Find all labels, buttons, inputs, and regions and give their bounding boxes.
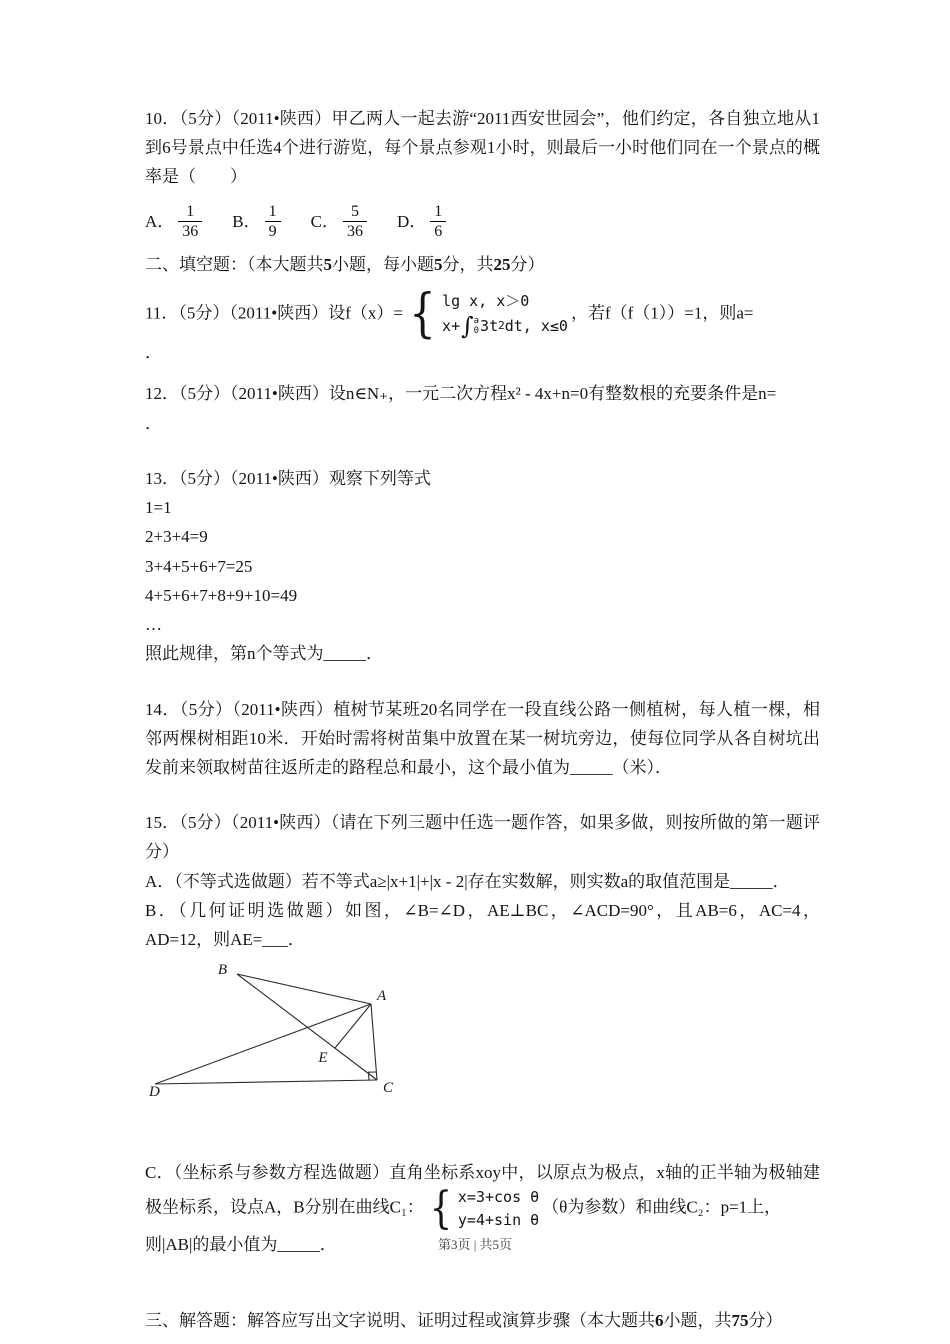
section-2-points-total: 25 [493, 254, 511, 274]
section-2-points-each: 5 [434, 254, 443, 274]
q11-piecewise-function [406, 284, 568, 345]
question-13-equation-1: 1=1 [145, 498, 172, 518]
vertex-label-E: E [318, 1050, 328, 1067]
fraction [178, 202, 202, 241]
parametric-equations [427, 1182, 540, 1234]
question-10-stem: 10．（5分）（2011•陕西）甲乙两人一起去游“2011西安世园会”，他们约定，各自独立地从1到6号景点中任选4个进行游览，每个景点参观1小时，则最后一小时他们同在一个景点的概率是（ ） [145, 109, 820, 187]
fraction [430, 202, 446, 241]
question-11-stem [145, 284, 820, 345]
parametric-x-equation: x=3+cos θ [457, 1187, 540, 1206]
question-14-stem: 14．（5分）（2011•陕西）植树节某班20名同学在一段直线公路一侧植树，每人植一棵，相邻两棵树相距10米．开始时需将树苗集中放置在某一树坑旁边，使每位同学从各自树坑出发前来领取树苗往返所走的路程总和最小，这个最小值为_____（米）． [145, 699, 820, 777]
q11-case-2: x+ ∫ a 0 3t 2 dt, x≤0 [442, 312, 568, 341]
fraction-numerator: 1 [265, 202, 281, 222]
q11-case-1: lg x, x＞0 [442, 291, 530, 310]
vertex-label-A: A [377, 988, 387, 1005]
option-b [232, 202, 280, 241]
section-2-text: 分，共 [442, 254, 494, 274]
line-AC [371, 1004, 377, 1080]
question-13-equation-3: 3+4+5+6+7=25 [145, 556, 253, 576]
fraction-denominator: 36 [346, 223, 363, 241]
section-2-count: 5 [323, 254, 332, 274]
fraction [343, 202, 367, 241]
q11-integrand: 3t [480, 317, 499, 336]
section-3-text: 三、解答题：解答应写出文字说明、证明过程或演算步骤（本大题共 [145, 1310, 655, 1330]
section-3-count: 6 [655, 1310, 664, 1330]
vertex-label-C: C [383, 1080, 394, 1097]
vertex-label-B: B [217, 964, 227, 979]
fraction-denominator: 36 [182, 223, 199, 241]
integral-expression [461, 312, 480, 341]
section-3-text: 分） [748, 1310, 783, 1330]
question-13-ellipsis: … [145, 615, 162, 635]
q11-case-2-prefix: x+ [442, 317, 461, 336]
question-15c-conclusion: 则|AB|的最小值为_____． [145, 1235, 337, 1255]
question-11-text: 11．（5分）（2011•陕西）设f（x）= [145, 303, 403, 323]
option-c-label: C． [310, 212, 339, 232]
fraction-denominator: 9 [268, 223, 277, 241]
parametric-rows [458, 1187, 539, 1231]
line-DC [155, 1080, 377, 1084]
question-15-option-c [145, 1158, 820, 1234]
fraction-numerator: 5 [343, 202, 367, 222]
fraction [265, 202, 281, 241]
question-12-stem: 12．（5分）（2011•陕西）设n∈N₊，一元二次方程x² - 4x+n=0有整数根的充要条件是n= [145, 384, 777, 404]
option-d [397, 202, 446, 241]
fraction-denominator: 6 [434, 223, 443, 241]
vertex-label-D: D [149, 1084, 160, 1101]
section-2-heading [145, 250, 820, 279]
integral-lower-bound: 0 [473, 326, 480, 337]
option-d-label: D． [396, 212, 427, 232]
section-3-heading [145, 1306, 820, 1335]
section-2-text: 小题，每小题 [332, 254, 434, 274]
left-brace: { [429, 1182, 453, 1234]
geometry-figure-svg [147, 964, 447, 1102]
section-2-text: 二、填空题：（本大题共 [145, 254, 324, 274]
option-c [311, 202, 367, 241]
q11-case-2-suffix: dt, x≤0 [504, 317, 568, 336]
section-3-points-total: 75 [731, 1310, 749, 1330]
option-b-label: B． [232, 212, 261, 232]
option-a [145, 202, 202, 241]
left-brace: { [409, 284, 436, 345]
parametric-y-equation: y=4+sin θ [457, 1211, 540, 1230]
question-15c-text-after: （θ为参数）和曲线C₂：p=1上， [542, 1197, 782, 1217]
integral-upper-bound: a [473, 315, 480, 326]
question-15-option-b: B．（几何证明选做题）如图，∠B=∠D，AE⊥BC，∠ACD=90°，且AB=6，AC=4，AD=12，则AE=___． [145, 900, 820, 950]
question-12-blank-line: ． [145, 413, 162, 433]
integral-bounds [474, 316, 479, 337]
integral-icon: ∫ [461, 312, 474, 341]
question-13-stem: 13．（5分）（2011•陕西）观察下列等式 [145, 468, 431, 488]
option-a-label: A． [145, 212, 175, 232]
question-10-options [145, 198, 820, 246]
fraction-numerator: 1 [178, 202, 202, 222]
geometry-figure [147, 964, 820, 1111]
question-11-text-after: ，若f（f（1））=1，则a= [570, 303, 754, 323]
question-13-equation-4: 4+5+6+7+8+9+10=49 [145, 585, 298, 605]
section-2-text: 分） [510, 254, 545, 274]
question-15-stem: 15．（5分）（2011•陕西）（请在下列三题中任选一题作答，如果多做，则按所做的第一题评分） [145, 813, 820, 862]
section-3-text: 小题，共 [663, 1310, 732, 1330]
question-11-blank-line: ． [145, 343, 162, 363]
fraction-numerator: 1 [430, 202, 446, 222]
q11-cases [442, 291, 568, 341]
question-15-option-a: A．（不等式选做题）若不等式a≥|x+1|+|x - 2|存在实数解，则实数a的取值范围是_____． [145, 871, 790, 891]
question-13-conclusion: 照此规律，第n个等式为_____． [145, 644, 383, 664]
page-footer: 第3页 | 共5页 [437, 1237, 513, 1252]
question-15c-text: C．（坐标系与参数方程选做题）直角坐标系xoy中，以原点为极点，x轴的正半轴为极轴建极坐标系，设点A，B分别在曲线C₁： [145, 1162, 820, 1217]
question-13-equation-2: 2+3+4=9 [145, 527, 208, 547]
